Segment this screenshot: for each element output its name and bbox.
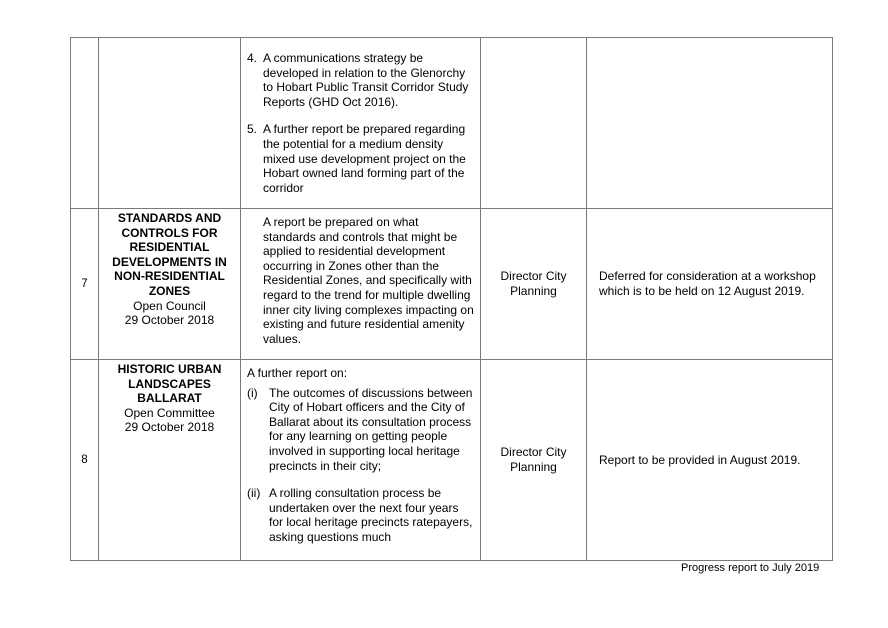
title-cell (99, 38, 241, 209)
page-footer: Progress report to July 2019 (681, 562, 820, 574)
status-cell: Report to be provided in August 2019. (587, 360, 833, 561)
resolution-list-item: (i) The outcomes of discussions between City of Hobart officers and the City of Ballarat about its consultation process for any learning on getting people involved in supporting local heritage precincts in their city; (247, 385, 473, 473)
responsibility-cell: Director City Planning (481, 360, 587, 561)
title-cell (99, 360, 241, 561)
item-number-cell (71, 38, 99, 209)
meeting-name: Open Council (133, 298, 206, 313)
table-row (71, 360, 833, 561)
status-cell (587, 38, 833, 209)
item-number-cell: 7 (71, 209, 99, 360)
resolution-cell (241, 360, 481, 561)
resolution-list-item: 5. A further report be prepared regarding the potential for a medium density mixed use development project on the Hobart owned land forming part of the corridor (247, 122, 466, 195)
title-cell (99, 209, 241, 360)
progress-report-table (70, 37, 833, 561)
responsibility-cell (481, 38, 587, 209)
status-cell: Deferred for consideration at a workshop which is to be held on 12 August 2019. (587, 209, 833, 360)
meeting-date: 29 October 2018 (124, 313, 215, 328)
item-title: STANDARDS AND CONTROLS FOR RESIDENTIAL DEVELOPMENTS IN NON-RESIDENTIAL ZONES (112, 211, 227, 298)
resolution-list-item: (ii) A rolling consultation process be undertaken over the next four years for local heritage precincts ratepayers, asking questions much (247, 486, 473, 544)
table-row (71, 38, 833, 209)
resolution-cell (241, 38, 481, 209)
resolution-cell (241, 209, 481, 360)
table-row (71, 209, 833, 360)
responsibility-cell: Director City Planning (481, 209, 587, 360)
resolution-text: A report be prepared on what standards and controls that might be applied to residential development occurring in Zones other than the Residential Zones, and specifically with regard to the trend for multiple dwelling inner city living complexes impacting on existing and future residential amenity values. (263, 215, 474, 346)
item-title: HISTORIC URBAN LANDSCAPES BALLARAT (117, 362, 222, 406)
item-number-cell: 8 (71, 360, 99, 561)
meeting-name: Open Committee (124, 405, 215, 420)
meeting-date: 29 October 2018 (124, 420, 215, 435)
resolution-list-item: 4. A communications strategy be developed in relation to the Glenorchy to Hobart Public Transit Corridor Study Reports (GHD Oct 2016). (247, 51, 469, 109)
resolution-intro: A further report on: (247, 366, 348, 380)
